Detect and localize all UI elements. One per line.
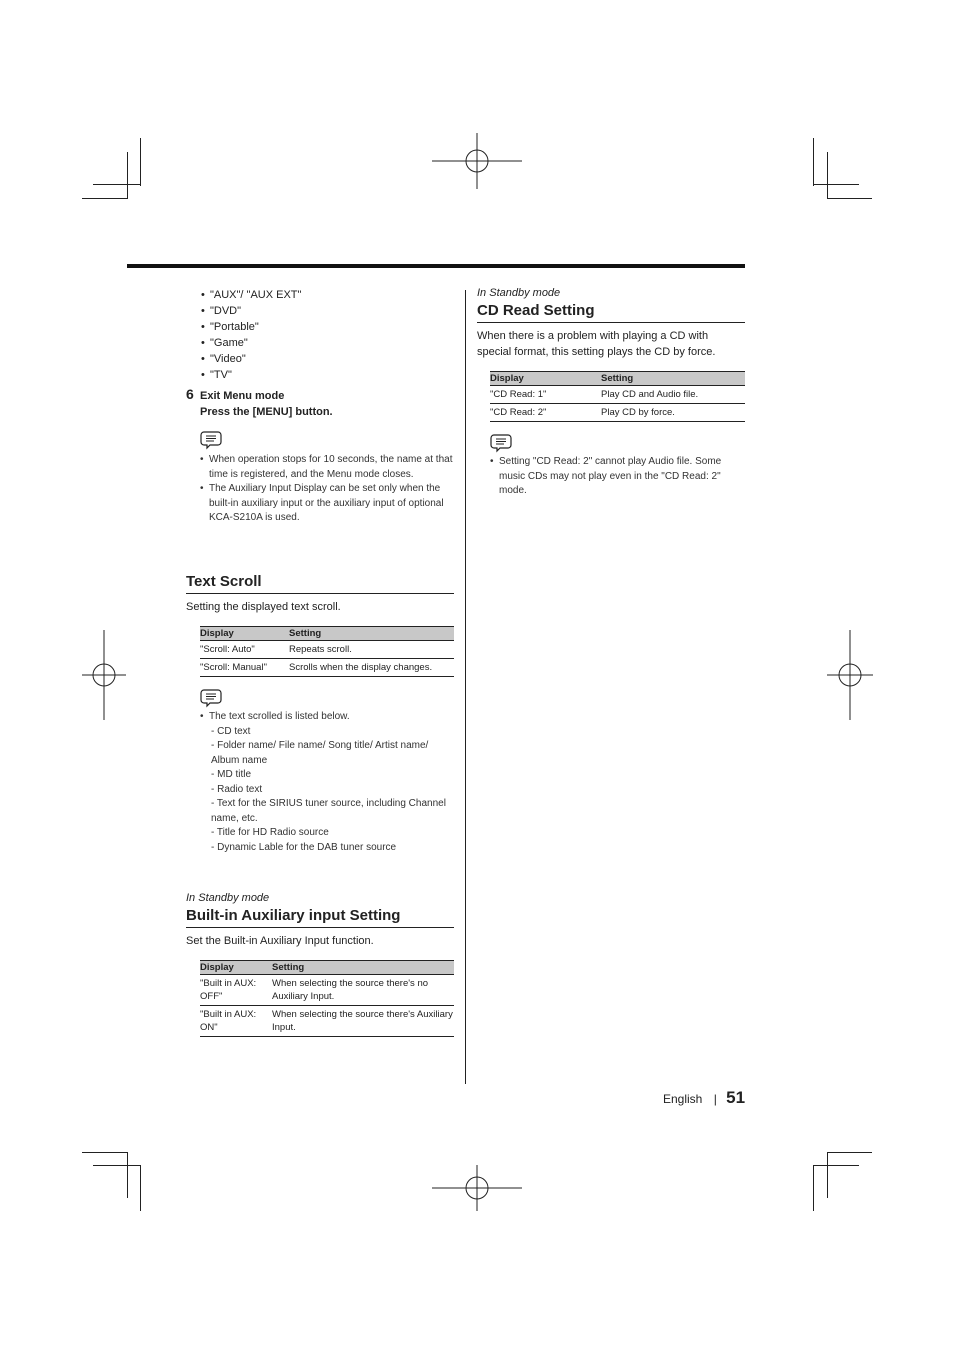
list-item: • "TV": [201, 367, 454, 383]
registration-mark: [432, 116, 522, 206]
step-number: 6: [186, 386, 194, 402]
table-cell: Play CD and Audio file.: [601, 386, 745, 404]
header-rule: [127, 264, 745, 268]
table-row: [490, 386, 745, 404]
table-row: [200, 659, 454, 677]
aux-section: [186, 892, 454, 1037]
table-cell: "Built in AUX: ON": [200, 1006, 272, 1037]
column-header: Setting: [272, 961, 454, 975]
crop-mark: [82, 198, 128, 199]
table-header-row: [200, 961, 454, 975]
step-action: Press the [MENU] button.: [200, 406, 333, 418]
table-header-row: [490, 372, 745, 386]
note-icon: [490, 433, 512, 453]
language-label: English: [663, 1092, 703, 1106]
table-row: [200, 1006, 454, 1037]
left-column: [186, 287, 454, 526]
registration-mark: [432, 1143, 522, 1233]
column-header: Setting: [289, 627, 454, 641]
registration-mark: [805, 630, 895, 720]
crop-mark: [813, 1165, 814, 1211]
footer-separator: |: [713, 1092, 717, 1106]
crop-mark: [82, 1152, 128, 1153]
crop-mark: [827, 1152, 828, 1198]
scrolled-text-list: [211, 725, 454, 856]
table-header-row: [200, 627, 454, 641]
crop-mark: [93, 1165, 141, 1166]
crop-mark: [813, 184, 859, 185]
list-item: • "AUX"/ "AUX EXT": [201, 287, 454, 303]
list-item: - Folder name/ File name/ Song title/ Artist name/ Album name: [211, 740, 429, 766]
crop-mark: [827, 198, 872, 199]
crop-mark: [827, 152, 828, 198]
list-item: • "Portable": [201, 319, 454, 335]
column-header: Setting: [601, 372, 745, 386]
crop-mark: [127, 152, 128, 198]
step-title: Exit Menu mode: [200, 390, 285, 402]
table-cell: "CD Read: 2": [490, 404, 601, 422]
list-item: - Text for the SIRIUS tuner source, including Channel name, etc.: [211, 798, 446, 824]
note-icon: [200, 688, 222, 708]
section-heading: Text Scroll: [186, 573, 454, 594]
list-item: • "DVD": [201, 303, 454, 319]
list-item: - MD title: [211, 769, 251, 780]
page-footer: [663, 1088, 745, 1108]
crop-mark: [93, 184, 141, 185]
column-header: Display: [200, 961, 272, 975]
table-cell: Play CD by force.: [601, 404, 745, 422]
step-6: [186, 388, 454, 420]
table-cell: Repeats scroll.: [289, 641, 454, 659]
table-cell: When selecting the source there's Auxiliary Input.: [272, 1006, 454, 1037]
note-item: • The text scrolled is listed below.: [200, 710, 454, 725]
crop-mark: [127, 1152, 128, 1198]
section-heading: Built-in Auxiliary input Setting: [186, 907, 454, 928]
mode-label: In Standby mode: [186, 892, 270, 904]
list-item: • "Game": [201, 335, 454, 351]
notes-list: [200, 710, 454, 725]
table-cell: "CD Read: 1": [490, 386, 601, 404]
table-cell: Scrolls when the display changes.: [289, 659, 454, 677]
section-description: Set the Built-in Auxiliary Input function.: [186, 935, 374, 947]
note-item: • When operation stops for 10 seconds, the name at that time is registered, and the Menu mode closes.: [200, 453, 454, 482]
table-row: [200, 975, 454, 1006]
table-cell: "Scroll: Auto": [200, 641, 289, 659]
table-row: [200, 641, 454, 659]
crop-mark: [140, 138, 141, 186]
column-header: Display: [490, 372, 601, 386]
registration-mark: [59, 630, 149, 720]
notes-list: [490, 455, 745, 499]
section-description: When there is a problem with playing a CD with special format, this setting plays the CD by force.: [477, 330, 716, 358]
column-header: Display: [200, 627, 289, 641]
source-list: [201, 287, 454, 383]
cd-read-section: [477, 287, 745, 499]
settings-table: [200, 626, 454, 677]
settings-table: [200, 960, 454, 1037]
table-row: [490, 404, 745, 422]
crop-mark: [827, 1152, 872, 1153]
section-heading: CD Read Setting: [477, 302, 745, 323]
crop-mark: [140, 1165, 141, 1211]
list-item: - Radio text: [211, 783, 263, 795]
note-icon: [200, 430, 222, 450]
mode-label: In Standby mode: [477, 287, 561, 299]
notes-list: [200, 453, 454, 526]
text-scroll-section: [186, 573, 454, 855]
list-item: • "Video": [201, 351, 454, 367]
table-cell: "Built in AUX: OFF": [200, 975, 272, 1006]
note-item: • Setting "CD Read: 2" cannot play Audio file. Some music CDs may not play even in the "CD Read: 2" mode.: [490, 455, 745, 499]
settings-table: [490, 371, 745, 422]
table-cell: "Scroll: Manual": [200, 659, 289, 677]
crop-mark: [813, 138, 814, 186]
list-item: - Title for HD Radio source: [211, 827, 329, 838]
note-item: • The Auxiliary Input Display can be set only when the built-in auxiliary input or the auxiliary input of optional KCA-S210A is used.: [200, 482, 454, 526]
column-divider: [465, 290, 466, 1084]
crop-mark: [813, 1165, 859, 1166]
list-item: - CD text: [211, 725, 251, 737]
page-number: 51: [726, 1088, 746, 1107]
table-cell: When selecting the source there's no Auxiliary Input.: [272, 975, 454, 1006]
list-item: - Dynamic Lable for the DAB tuner source: [211, 841, 397, 853]
section-description: Setting the displayed text scroll.: [186, 601, 341, 613]
